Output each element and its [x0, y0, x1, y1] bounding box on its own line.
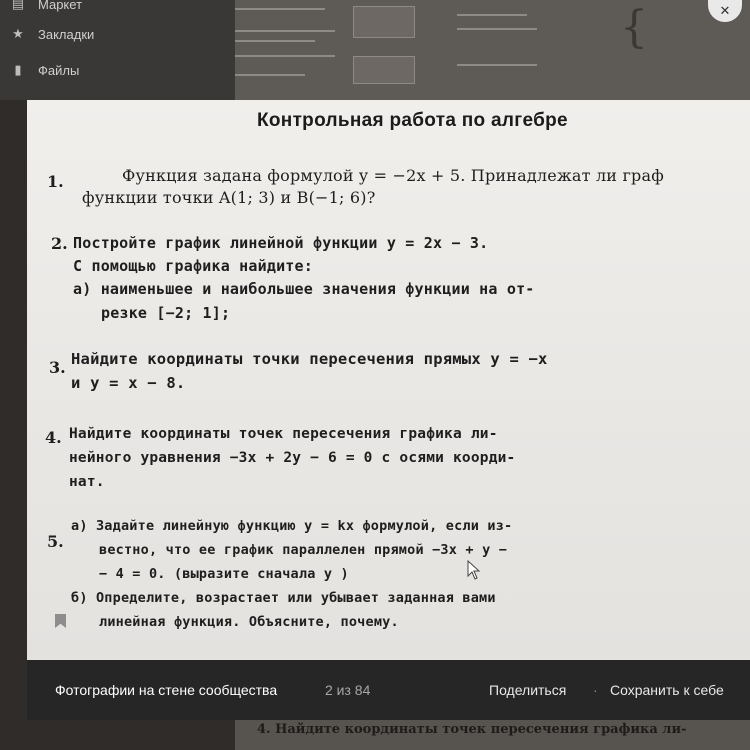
task-line: линейная функция. Объясните, почему.	[99, 614, 399, 630]
task-line: Найдите координаты точек пересечения графика ли-	[69, 426, 498, 442]
share-button[interactable]: Поделиться	[489, 682, 567, 698]
task-line: а) наименьшее и наибольшее значения функции на от-	[73, 280, 535, 298]
sidebar-item-bookmarks[interactable]	[10, 24, 94, 44]
background-post-peek	[235, 720, 750, 750]
background-post-image	[235, 0, 750, 100]
task-line: функции точки A(1; 3) и B(−1; 6)?	[82, 188, 376, 207]
task-number: 3.	[49, 358, 66, 377]
album-link[interactable]: Фотографии на стене сообщества	[55, 682, 278, 698]
photo-counter: 2 из 84	[325, 682, 371, 698]
task-line: − 4 = 0. (выразите сначала y )	[99, 566, 349, 582]
task-line: а) Задайте линейную функцию y = kx формулой, если из-	[71, 518, 513, 534]
sidebar-item-label: Маркет	[38, 0, 83, 12]
task-line: С помощью графика найдите:	[73, 257, 313, 275]
task-line: резке [−2; 1];	[101, 304, 231, 322]
sidebar-item-label: Закладки	[38, 26, 95, 42]
task-line: и y = x − 8.	[71, 374, 186, 392]
task-number: 1.	[47, 172, 64, 191]
close-icon[interactable]: ✕	[708, 0, 742, 22]
sidebar-item-market[interactable]	[10, 0, 82, 14]
task-line: нат.	[69, 474, 105, 490]
task-line: вестно, что ее график параллелен прямой −3x + y −	[99, 542, 508, 558]
mouse-cursor-icon	[467, 560, 481, 580]
viewer-bottom-bar	[27, 660, 750, 720]
task-line: Функция задана формулой y = −2x + 5. Принадлежат ли граф	[122, 166, 664, 185]
background-sidebar	[0, 0, 235, 100]
sidebar-item-files[interactable]	[10, 60, 79, 80]
photo-image	[27, 100, 750, 660]
photo-viewer	[27, 100, 750, 660]
separator-dot: ·	[593, 682, 598, 698]
task-line: Найдите координаты точки пересечения прямых y = −x	[71, 350, 548, 368]
sidebar-item-label: Файлы	[38, 62, 80, 78]
task-line: нейного уравнения −3x + 2y − 6 = 0 с осями коорди-	[69, 450, 516, 466]
document-title: Контрольная работа по алгебре	[257, 110, 568, 131]
shop-icon: ▤	[11, 0, 25, 11]
task-line: б) Определите, возрастает или убывает заданная вами	[71, 590, 496, 606]
task-number: 2.	[51, 234, 68, 253]
task-line: Постройте график линейной функции y = 2x − 3.	[73, 234, 489, 252]
star-icon: ★	[12, 26, 24, 41]
task-number: 5.	[47, 532, 64, 551]
file-icon: ▮	[14, 62, 22, 77]
save-to-self-button[interactable]: Сохранить к себе	[610, 682, 724, 698]
task-number: 4.	[45, 428, 62, 447]
background-text: 4. Найдите координаты точек пересечения графика ли-	[257, 722, 687, 737]
bookmark-icon[interactable]	[55, 614, 66, 628]
background-brace: {	[620, 2, 648, 53]
